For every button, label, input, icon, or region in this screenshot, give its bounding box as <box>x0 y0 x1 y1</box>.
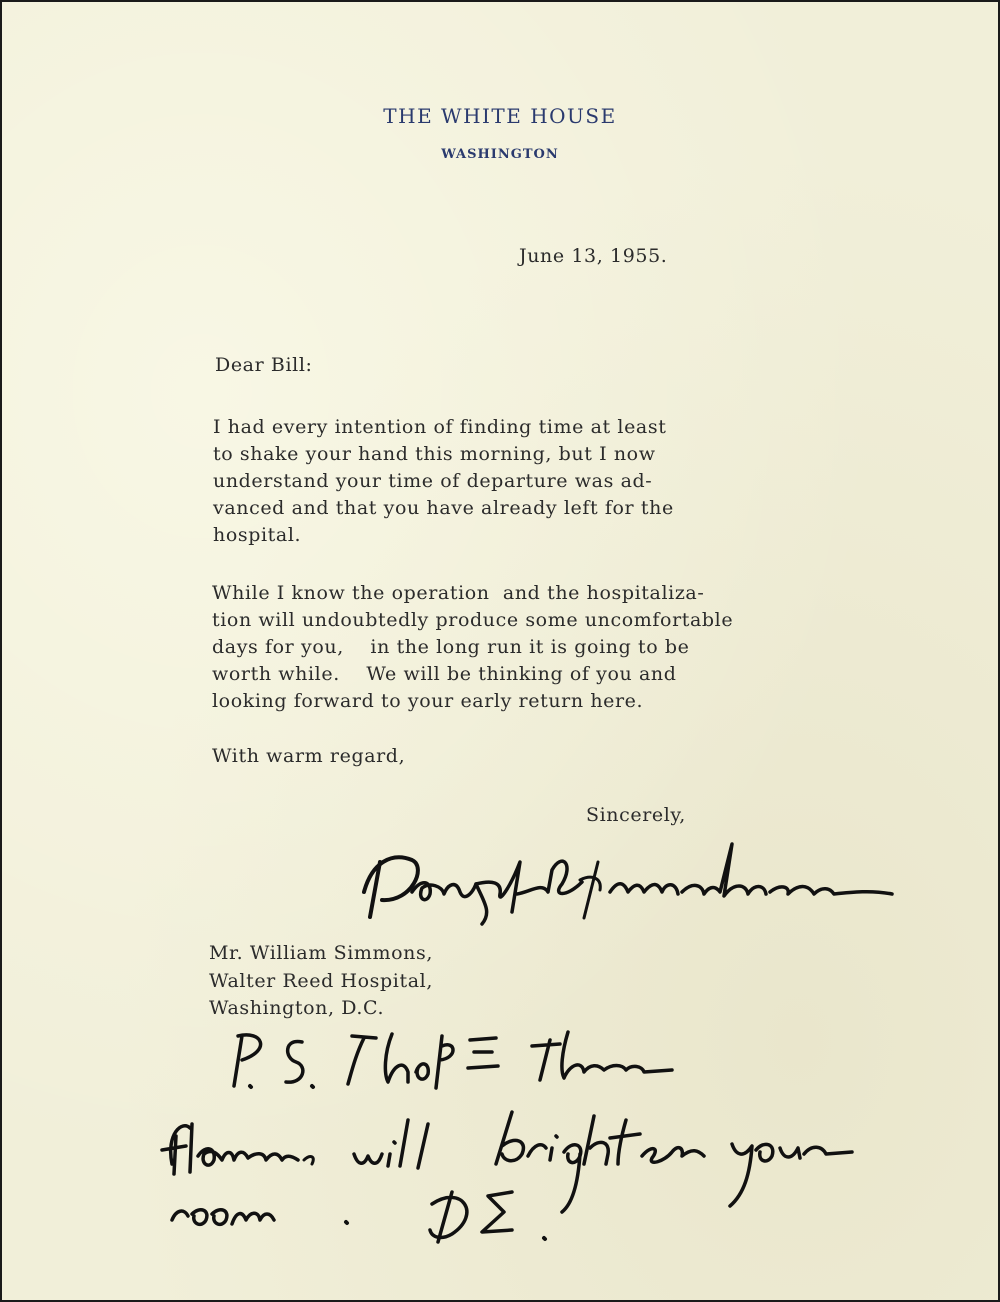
paragraph-line: I had every intention of finding time at least <box>213 416 667 438</box>
letterhead-title: THE WHITE HOUSE <box>383 104 617 128</box>
paragraph-line: to shake your hand this morning, but I now <box>213 443 656 465</box>
paragraph-line: worth while. We will be thinking of you and <box>212 663 677 685</box>
paragraph-line: looking forward to your early return here. <box>212 690 644 712</box>
handwritten-signature <box>352 822 912 932</box>
paragraph-line: vanced and that you have already left for the <box>213 497 674 519</box>
salutation: Dear Bill: <box>215 354 313 376</box>
address-line: Washington, D.C. <box>209 997 385 1019</box>
paragraph-line: understand your time of departure was ad- <box>213 470 653 492</box>
handwritten-postscript <box>152 1024 912 1264</box>
closing-line: With warm regard, <box>212 745 406 767</box>
letterhead-subtitle: WASHINGTON <box>441 147 559 162</box>
address-line: Walter Reed Hospital, <box>209 969 433 992</box>
paragraph-line: While I know the operation and the hospitaliza- <box>212 582 705 604</box>
paragraph-line: hospital. <box>213 524 302 546</box>
paragraph-line: tion will undoubtedly produce some uncomfortable <box>212 609 734 631</box>
recipient-address <box>209 940 434 1078</box>
letter-date: June 13, 1955. <box>519 245 668 267</box>
address-line: Mr. William Simmons, <box>209 942 434 964</box>
paragraph-line: days for you, in the long run it is going to be <box>212 636 690 658</box>
valediction: Sincerely, <box>586 804 686 826</box>
